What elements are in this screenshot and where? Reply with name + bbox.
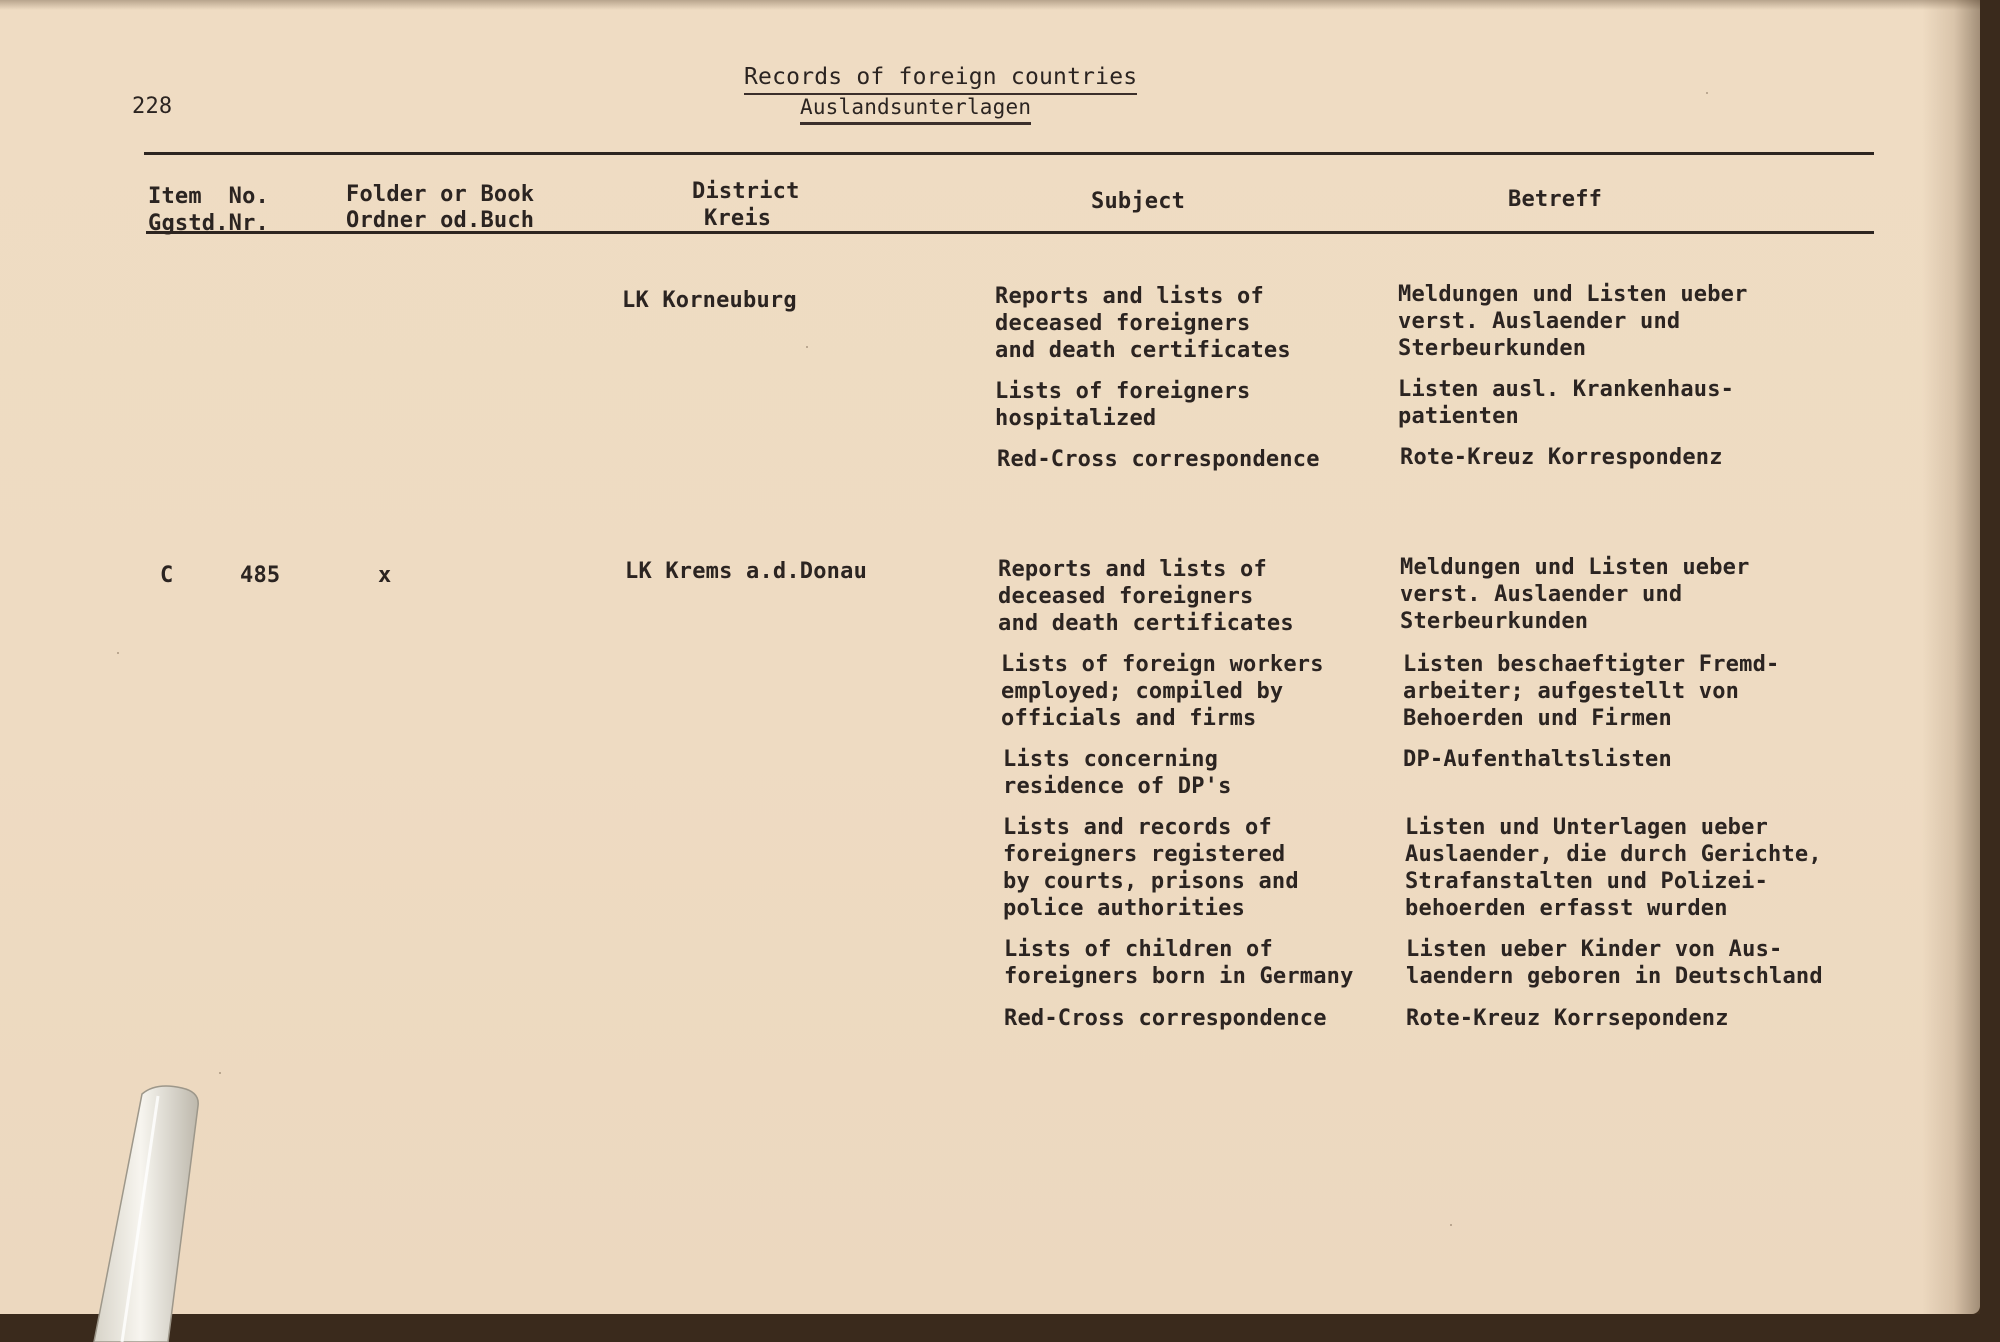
betreff-line: Rote-Kreuz Korrespondenz: [1400, 445, 1723, 470]
entry-folder-mark: x: [378, 563, 392, 588]
entry-district: LK Korneuburg: [622, 288, 797, 313]
betreff-line: Sterbeurkunden: [1400, 609, 1589, 634]
header-district-de: Kreis: [704, 206, 772, 231]
subject-line: foreigners born in Germany: [1004, 964, 1354, 989]
header-district-en: District: [692, 179, 800, 204]
entry-number: 485: [240, 563, 281, 588]
subject-line: police authorities: [1003, 896, 1246, 921]
header-item-no-en: Item No.: [148, 184, 270, 209]
betreff-line: Meldungen und Listen ueber: [1400, 555, 1750, 580]
betreff-line: verst. Auslaender und: [1400, 582, 1683, 607]
header-betreff: Betreff: [1508, 187, 1603, 212]
page-title: Records of foreign countries: [744, 64, 1137, 95]
paper-speck: [1706, 92, 1708, 94]
subject-line: Lists of foreigners: [995, 379, 1251, 404]
header-folder-de: Ordner od.Buch: [346, 208, 535, 233]
subject-line: and death certificates: [995, 338, 1291, 363]
betreff-line: Rote-Kreuz Korrsepondenz: [1406, 1006, 1729, 1031]
paper-speck: [806, 346, 808, 348]
subject-line: deceased foreigners: [998, 584, 1254, 609]
subject-line: and death certificates: [998, 611, 1294, 636]
subject-line: Lists and records of: [1003, 815, 1272, 840]
subject-line: Reports and lists of: [998, 557, 1267, 582]
entry-district: LK Krems a.d.Donau: [625, 559, 868, 584]
header-subject: Subject: [1091, 189, 1186, 214]
subject-line: foreigners registered: [1003, 842, 1286, 867]
subject-line: by courts, prisons and: [1003, 869, 1299, 894]
betreff-line: behoerden erfasst wurden: [1405, 896, 1728, 921]
header-folder-en: Folder or Book: [346, 182, 535, 207]
betreff-line: Listen ausl. Krankenhaus-: [1398, 377, 1735, 402]
page-subtitle: Auslandsunterlagen: [800, 94, 1031, 125]
subject-line: residence of DP's: [1003, 774, 1232, 799]
subject-line: Reports and lists of: [995, 284, 1264, 309]
book-spine-shadow: [1922, 0, 1980, 1314]
betreff-line: arbeiter; aufgestellt von: [1403, 679, 1740, 704]
page-weight-spatula: [82, 1082, 232, 1342]
header-item-no-de: Ggstd.Nr.: [148, 211, 270, 236]
betreff-line: Strafanstalten und Polizei-: [1405, 869, 1769, 894]
page-number: 228: [132, 94, 173, 119]
header-top-rule: [144, 152, 1874, 155]
subject-line: Lists concerning: [1003, 747, 1219, 772]
subject-line: Red-Cross correspondence: [1004, 1006, 1327, 1031]
subject-line: officials and firms: [1001, 706, 1257, 731]
subject-line: employed; compiled by: [1001, 679, 1284, 704]
betreff-line: Listen und Unterlagen ueber: [1405, 815, 1769, 840]
betreff-line: Listen ueber Kinder von Aus-: [1406, 937, 1783, 962]
betreff-line: Behoerden und Firmen: [1403, 706, 1672, 731]
page-edge-shadow: [0, 0, 1980, 10]
subject-line: Red-Cross correspondence: [997, 447, 1320, 472]
betreff-line: patienten: [1398, 404, 1520, 429]
subject-line: Lists of foreign workers: [1001, 652, 1324, 677]
betreff-line: verst. Auslaender und: [1398, 309, 1681, 334]
paper-speck: [117, 652, 119, 654]
betreff-line: Meldungen und Listen ueber: [1398, 282, 1748, 307]
betreff-line: Sterbeurkunden: [1398, 336, 1587, 361]
subject-line: deceased foreigners: [995, 311, 1251, 336]
subject-line: Lists of children of: [1004, 937, 1273, 962]
paper-speck: [1450, 1224, 1452, 1226]
header-bottom-rule: [146, 231, 1874, 234]
paper-speck: [219, 1072, 221, 1074]
betreff-line: laendern geboren in Deutschland: [1406, 964, 1823, 989]
betreff-line: Listen beschaeftigter Fremd-: [1403, 652, 1780, 677]
betreff-line: DP-Aufenthaltslisten: [1403, 747, 1672, 772]
entry-item-letter: C: [160, 563, 174, 588]
subject-line: hospitalized: [995, 406, 1157, 431]
betreff-line: Auslaender, die durch Gerichte,: [1405, 842, 1822, 867]
